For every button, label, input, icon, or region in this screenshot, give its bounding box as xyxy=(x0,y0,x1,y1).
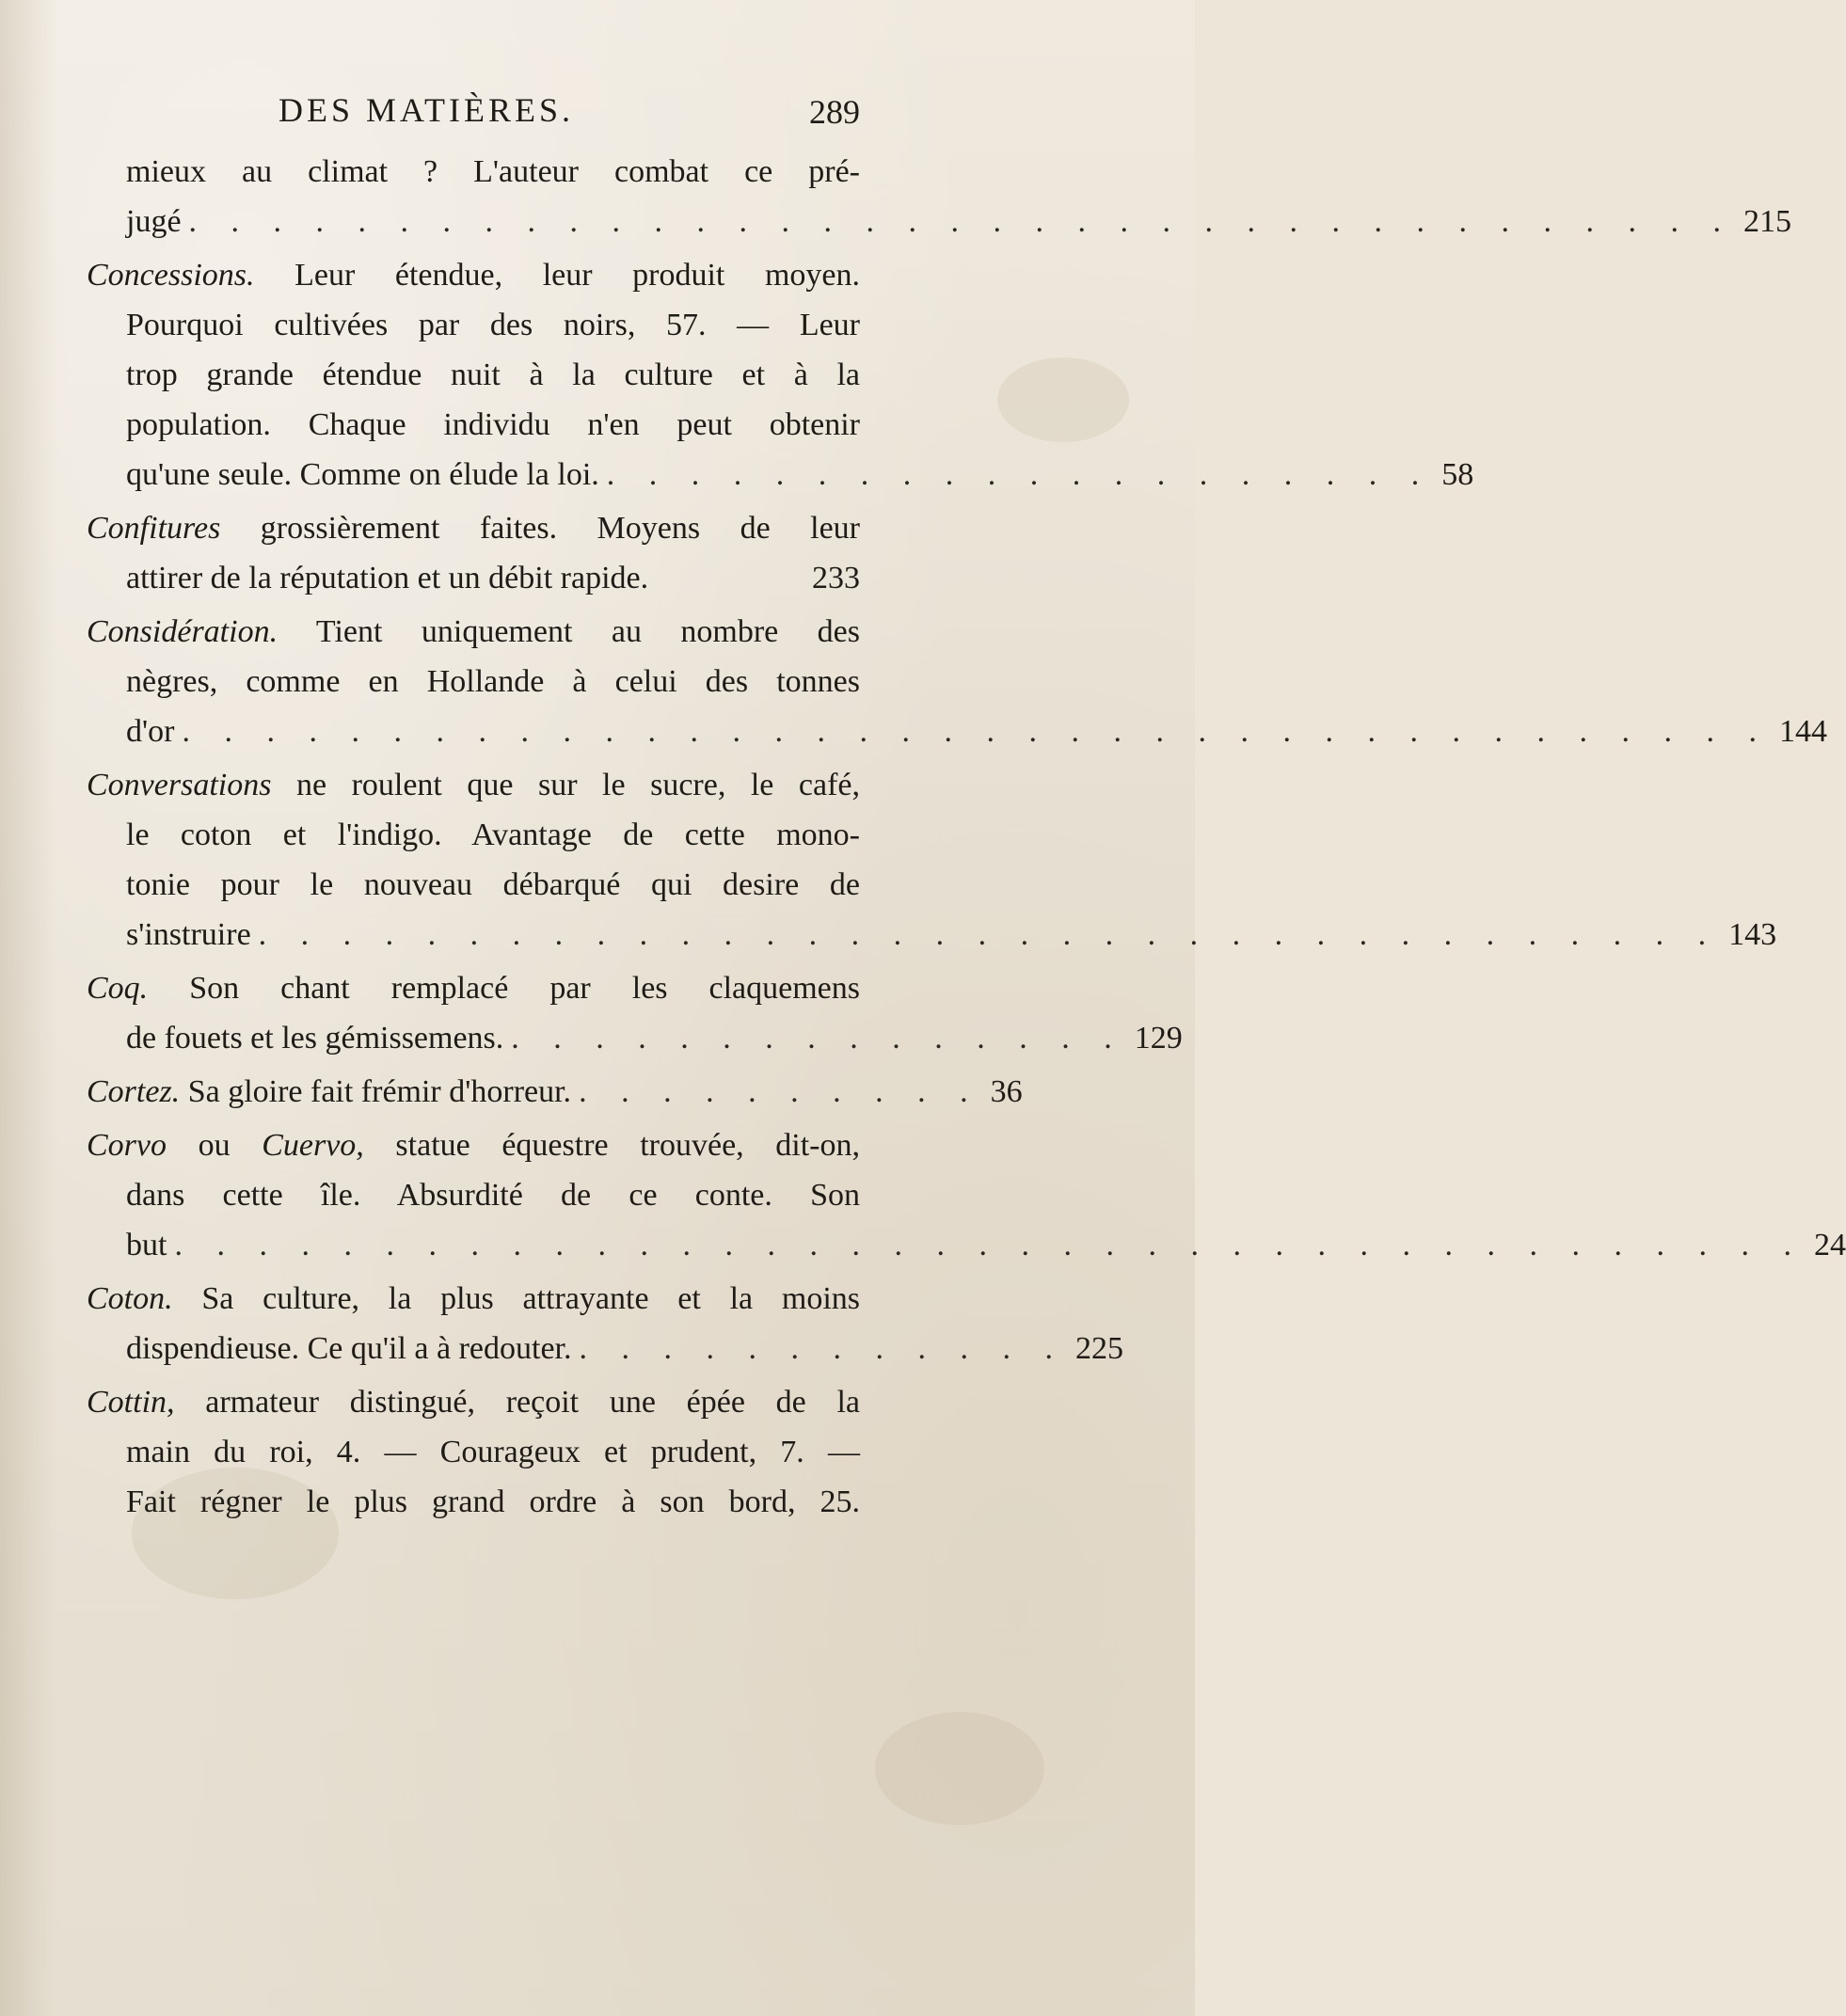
entry-text: attirer de la réputation et un débit rapide. xyxy=(126,561,649,595)
entry-leader-line xyxy=(87,1220,1846,1270)
dot-leader: . . . . . . . . . . . . . . . . . . . . . . . . . . . . . . . . . . . . . . . xyxy=(174,1228,1805,1262)
entry-text: jugé xyxy=(126,204,182,239)
page-header xyxy=(278,90,860,147)
dot-leader: . . . . . . . . . . xyxy=(579,1074,981,1109)
entry-headword: Coton. xyxy=(87,1281,173,1316)
page-reference: 225 xyxy=(1075,1331,1123,1366)
entry-headword: Concessions. xyxy=(87,258,255,293)
entry-text: dispendieuse. Ce qu'il a à redouter. xyxy=(126,1331,572,1366)
index-entries xyxy=(87,147,1846,1531)
entry-line: trop grande étendue nuit à la culture et à la xyxy=(126,357,860,392)
page-reference: 143 xyxy=(1728,917,1777,952)
entry-line: Fait régner le plus grand ordre à son bord, 25. xyxy=(126,1484,860,1519)
index-entry xyxy=(87,963,1183,1063)
index-entry xyxy=(87,1120,1846,1270)
entry-text: Tient uniquement au nombre des xyxy=(315,614,860,649)
entry-text: Sa gloire fait frémir d'horreur. xyxy=(187,1074,572,1109)
paper-stain xyxy=(997,357,1129,442)
page-reference: 215 xyxy=(1743,204,1792,239)
entry-text: d'or xyxy=(126,714,175,749)
page-reference: 58 xyxy=(1441,457,1474,492)
entry-headword: Cottin, xyxy=(87,1385,175,1420)
entry-headword: Corvo xyxy=(87,1128,167,1163)
paper-stain xyxy=(875,1712,1044,1825)
entry-text: ne roulent que sur le sucre, le café, xyxy=(295,768,860,802)
index-entry xyxy=(87,1067,1023,1117)
entry-leader-line xyxy=(87,197,1792,246)
entry-headword: Coq. xyxy=(87,971,149,1006)
entry-text xyxy=(87,1067,571,1117)
page-reference: 36 xyxy=(990,1074,1023,1109)
entry-text: s'instruire xyxy=(126,917,251,952)
entry-headword: Conversations xyxy=(87,768,272,802)
entry-line xyxy=(87,607,860,657)
entry-text: statue équestre trouvée, dit-on, xyxy=(395,1128,860,1163)
entry-line xyxy=(87,760,860,810)
entry-line: tonie pour le nouveau débarqué qui desire de xyxy=(126,867,860,902)
entry-line: dans cette île. Absurdité de ce conte. Son xyxy=(126,1178,860,1213)
index-entry xyxy=(87,250,1474,500)
entry-line xyxy=(87,503,860,553)
entry-text: grossièrement faites. Moyens de leur xyxy=(260,511,860,546)
index-entry xyxy=(87,1377,860,1527)
entry-line xyxy=(87,1377,860,1427)
entry-line xyxy=(87,963,860,1013)
entry-connector: ou xyxy=(198,1128,231,1163)
dot-leader: . . . . . . . . . . . . . . . . . . . . . . . . . . . . . . . . . . . . . . xyxy=(182,714,1770,749)
entry-text: Sa culture, la plus attrayante et la moins xyxy=(201,1281,861,1316)
entry-line: le coton et l'indigo. Avantage de cette mono- xyxy=(126,818,860,852)
dot-leader: . . . . . . . . . . . . xyxy=(579,1331,1066,1366)
entry-line: main du roi, 4. — Courageux et prudent, 7. — xyxy=(126,1435,860,1469)
entry-leader-line xyxy=(87,553,860,603)
entry-line: Pourquoi cultivées par des noirs, 57. — Leur xyxy=(126,308,860,342)
index-entry xyxy=(87,760,1777,960)
page-reference: 129 xyxy=(1134,1021,1183,1056)
entry-leader-line xyxy=(87,1013,1183,1063)
entry-text: qu'une seule. Comme on élude la loi. xyxy=(126,457,599,492)
dot-leader: . . . . . . . . . . . . . . . . . . . . xyxy=(606,457,1433,492)
index-entry xyxy=(87,503,860,603)
entry-leader-line xyxy=(87,706,1827,756)
dot-leader: . . . . . . . . . . . . . . . . . . . . . . . . . . . . . . . . . . . . . xyxy=(188,204,1735,239)
entry-headword: Considération. xyxy=(87,614,278,649)
entry-line xyxy=(87,1274,860,1324)
entry-leader-line xyxy=(87,1067,1023,1117)
entry-text: de fouets et les gémissemens. xyxy=(126,1021,504,1056)
entry-leader-line xyxy=(87,450,1474,500)
entry-headword-variant: Cuervo, xyxy=(262,1128,364,1163)
entry-text: Son chant remplacé par les claquemens xyxy=(189,971,861,1006)
entry-text: but xyxy=(126,1228,167,1262)
entry-leader-line xyxy=(87,910,1777,960)
entry-line: mieux au climat ? L'auteur combat ce pré- xyxy=(126,154,860,189)
entry-text: armateur distingué, reçoit une épée de la xyxy=(205,1385,861,1420)
dot-leader: . . . . . . . . . . . . . . . xyxy=(511,1021,1125,1056)
running-head: DES MATIÈRES. xyxy=(278,91,575,129)
page-reference: 24 xyxy=(1813,1228,1846,1262)
entry-leader-line xyxy=(87,1324,1123,1373)
index-entry xyxy=(87,607,1827,756)
page-number: 289 xyxy=(809,93,860,131)
entry-line xyxy=(87,1120,860,1170)
entry-line: nègres, comme en Hollande à celui des tonnes xyxy=(126,664,860,699)
page-reference: 233 xyxy=(812,561,860,595)
entry-line: population. Chaque individu n'en peut obtenir xyxy=(126,407,860,442)
index-entry xyxy=(87,147,1792,246)
index-entry xyxy=(87,1274,1123,1373)
entry-headword: Cortez. xyxy=(87,1074,181,1109)
dot-leader: . . . . . . . . . . . . . . . . . . . . . . . . . . . . . . . . . . . xyxy=(258,917,1720,952)
entry-line xyxy=(87,250,860,300)
entry-headword: Confitures xyxy=(87,511,221,546)
entry-text: Leur étendue, leur produit moyen. xyxy=(294,258,861,293)
page-reference: 144 xyxy=(1778,714,1827,749)
